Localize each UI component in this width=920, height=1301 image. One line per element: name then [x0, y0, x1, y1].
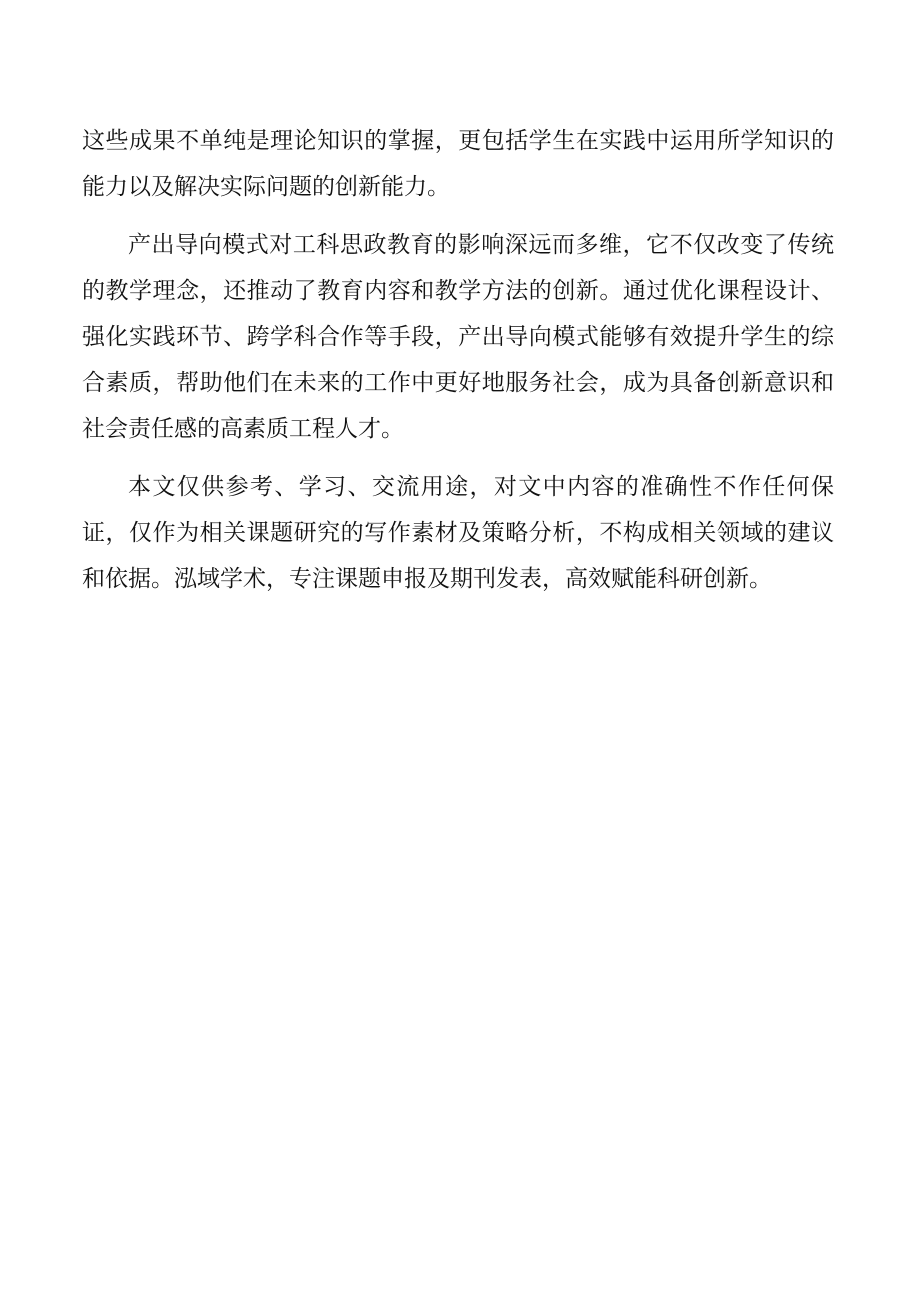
- paragraph-continuation: 这些成果不单纯是理论知识的掌握，更包括学生在实践中运用所学知识的能力以及解决实际问题的创新能力。: [82, 128, 834, 200]
- document-body: [82, 118, 834, 614]
- paragraph-outcome-oriented-impact: 产出导向模式对工科思政教育的影响深远而多维，它不仅改变了传统的教学理念，还推动了教育内容和教学方法的创新。通过优化课程设计、强化实践环节、跨学科合作等手段，产出导向模式能够有效提升学生的综合素质，帮助他们在未来的工作中更好地服务社会，成为具备创新意识和社会责任感的高素质工程人才。: [82, 232, 834, 442]
- paragraph-disclaimer: 本文仅供参考、学习、交流用途，对文中内容的准确性不作任何保证，仅作为相关课题研究的写作素材及策略分析，不构成相关领域的建议和依据。泓域学术，专注课题申报及期刊发表，高效赋能科研创新。: [82, 474, 834, 592]
